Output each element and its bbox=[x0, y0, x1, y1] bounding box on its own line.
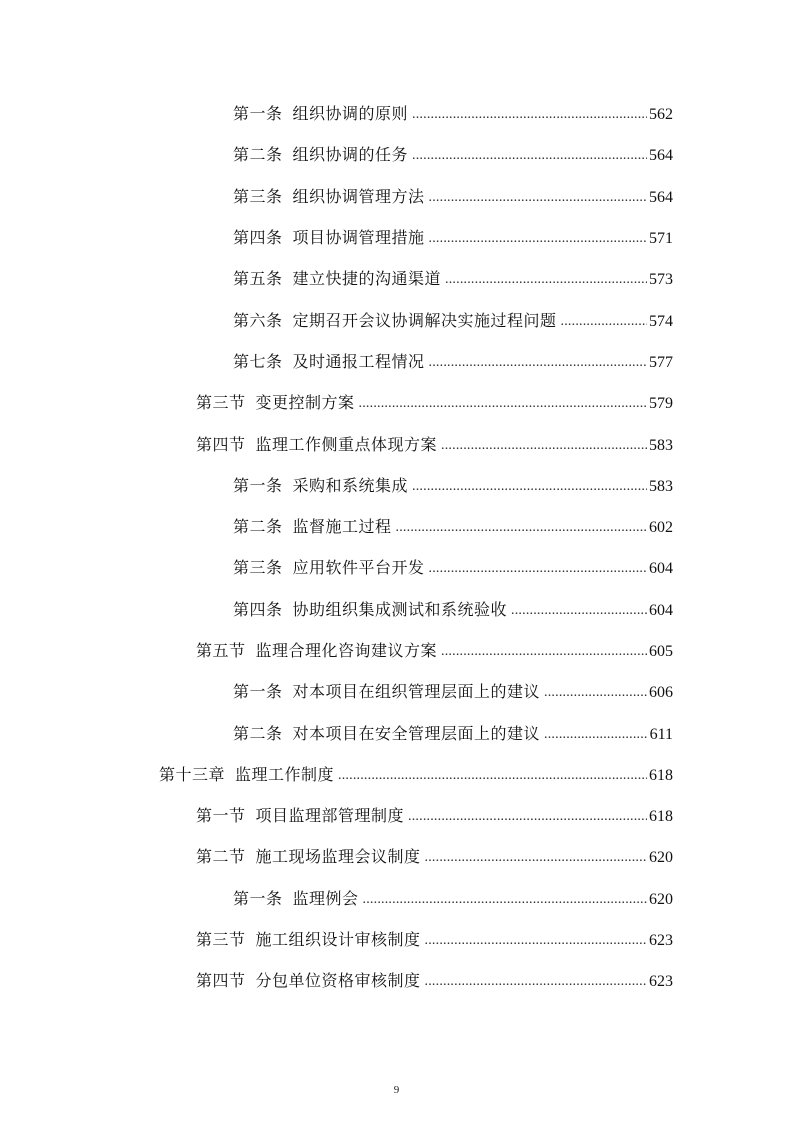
toc-entry[interactable] bbox=[0, 588, 793, 629]
toc-entry-page: 606 bbox=[649, 684, 673, 702]
toc-leader-dots bbox=[429, 561, 647, 577]
toc-entry-page: 577 bbox=[649, 353, 673, 371]
toc-entry[interactable] bbox=[0, 629, 793, 670]
toc-entry-number: 第五条 bbox=[233, 269, 283, 289]
toc-entry-page: 623 bbox=[649, 973, 673, 991]
toc-entry[interactable] bbox=[0, 133, 793, 174]
toc-entry-page: 602 bbox=[649, 519, 673, 537]
toc-entry-line bbox=[196, 927, 793, 950]
toc-entry-title: 对本项目在安全管理层面上的建议 bbox=[292, 723, 541, 743]
toc-leader-dots bbox=[396, 520, 647, 536]
toc-entry-line bbox=[233, 514, 793, 537]
toc-leader-dots bbox=[445, 272, 647, 288]
toc-leader-dots bbox=[425, 850, 647, 866]
toc-entry-line bbox=[196, 844, 793, 867]
toc-entry-title: 及时通报工程情况 bbox=[292, 351, 425, 371]
toc-leader-dots bbox=[412, 107, 647, 123]
toc-entry-page: 573 bbox=[649, 271, 673, 289]
toc-entry-number: 第一条 bbox=[233, 888, 283, 908]
toc-entry-line bbox=[196, 638, 793, 661]
toc-entry-title: 监督施工过程 bbox=[292, 517, 392, 537]
toc-entry-page: 583 bbox=[649, 477, 673, 495]
toc-entry-line bbox=[233, 308, 793, 331]
toc-entry-title: 组织协调的原则 bbox=[292, 104, 409, 124]
page-number: 9 bbox=[393, 1084, 400, 1096]
toc-entry-number: 第二节 bbox=[196, 847, 246, 867]
table-of-contents bbox=[0, 92, 793, 1001]
toc-entry-page: 583 bbox=[649, 436, 673, 454]
toc-entry-number: 第七条 bbox=[233, 351, 283, 371]
toc-leader-dots bbox=[429, 190, 647, 206]
toc-entry-line bbox=[233, 555, 793, 578]
toc-entry-title: 监理例会 bbox=[292, 888, 359, 908]
toc-leader-dots bbox=[408, 809, 647, 825]
toc-leader-dots bbox=[544, 727, 648, 743]
toc-entry-line bbox=[233, 597, 793, 620]
toc-entry-page: 604 bbox=[649, 560, 673, 578]
toc-entry-title: 项目协调管理措施 bbox=[292, 228, 425, 248]
toc-entry-page: 571 bbox=[649, 230, 673, 248]
toc-entry-line bbox=[233, 266, 793, 289]
toc-entry-number: 第一条 bbox=[233, 104, 283, 124]
toc-leader-dots bbox=[429, 355, 647, 371]
toc-entry[interactable] bbox=[0, 92, 793, 133]
toc-entry-number: 第二条 bbox=[233, 145, 283, 165]
toc-entry-title: 组织协调的任务 bbox=[292, 145, 409, 165]
toc-entry-page: 623 bbox=[649, 932, 673, 950]
toc-entry-number: 第一节 bbox=[196, 806, 246, 826]
toc-entry-page: 618 bbox=[649, 766, 673, 784]
toc-entry[interactable] bbox=[0, 340, 793, 381]
toc-entry-line bbox=[196, 390, 793, 413]
toc-entry-line bbox=[233, 473, 793, 496]
toc-leader-dots bbox=[363, 892, 647, 908]
toc-entry-title: 变更控制方案 bbox=[255, 393, 355, 413]
toc-entry-title: 监理工作制度 bbox=[235, 764, 335, 784]
toc-entry-title: 建立快捷的沟通渠道 bbox=[292, 269, 442, 289]
toc-entry-title: 采购和系统集成 bbox=[292, 475, 409, 495]
toc-entry[interactable] bbox=[0, 835, 793, 876]
toc-leader-dots bbox=[429, 231, 647, 247]
toc-entry-page: 620 bbox=[649, 849, 673, 867]
toc-entry-line bbox=[233, 721, 793, 744]
toc-entry-number: 第四条 bbox=[233, 599, 283, 619]
toc-leader-dots bbox=[441, 644, 647, 660]
toc-entry-number: 第一条 bbox=[233, 475, 283, 495]
toc-entry-page: 564 bbox=[649, 188, 673, 206]
toc-entry[interactable] bbox=[0, 216, 793, 257]
toc-entry-line bbox=[233, 349, 793, 372]
toc-entry-number: 第三条 bbox=[233, 186, 283, 206]
toc-entry[interactable] bbox=[0, 381, 793, 422]
toc-entry-page: 562 bbox=[649, 106, 673, 124]
toc-entry-number: 第二条 bbox=[233, 517, 283, 537]
toc-entry-number: 第六条 bbox=[233, 310, 283, 330]
toc-leader-dots bbox=[544, 685, 647, 701]
toc-leader-dots bbox=[359, 396, 647, 412]
toc-entry-number: 第十三章 bbox=[159, 764, 226, 784]
toc-entry-line bbox=[233, 886, 793, 909]
toc-entry-title: 定期召开会议协调解决实施过程问题 bbox=[292, 310, 557, 330]
toc-entry-number: 第三条 bbox=[233, 558, 283, 578]
toc-leader-dots bbox=[425, 974, 647, 990]
toc-entry-title: 组织协调管理方法 bbox=[292, 186, 425, 206]
toc-entry-title: 分包单位资格审核制度 bbox=[255, 971, 421, 991]
toc-entry-line bbox=[233, 142, 793, 165]
toc-entry-number: 第五节 bbox=[196, 641, 246, 660]
toc-leader-dots bbox=[412, 148, 647, 164]
toc-entry[interactable] bbox=[0, 959, 793, 1000]
toc-entry[interactable] bbox=[0, 505, 793, 546]
toc-entry-number: 第二条 bbox=[233, 723, 283, 743]
toc-entry-page: 620 bbox=[649, 890, 673, 908]
toc-entry[interactable] bbox=[0, 257, 793, 298]
toc-entry-line bbox=[233, 101, 793, 124]
toc-entry-page: 604 bbox=[649, 601, 673, 619]
toc-entry[interactable] bbox=[0, 464, 793, 505]
toc-entry-number: 第三节 bbox=[196, 393, 246, 413]
toc-entry-line bbox=[159, 762, 793, 785]
toc-entry-number: 第四节 bbox=[196, 971, 246, 991]
toc-entry-page: 564 bbox=[649, 147, 673, 165]
toc-entry-title: 监理工作侧重点体现方案 bbox=[255, 434, 438, 454]
toc-entry[interactable] bbox=[0, 546, 793, 587]
toc-entry-title: 施工现场监理会议制度 bbox=[255, 847, 421, 867]
toc-entry[interactable] bbox=[0, 422, 793, 463]
toc-entry-title: 对本项目在组织管理层面上的建议 bbox=[292, 682, 541, 702]
toc-entry[interactable] bbox=[0, 711, 793, 752]
toc-entry-page: 611 bbox=[649, 725, 673, 743]
toc-entry[interactable] bbox=[0, 794, 793, 835]
toc-entry-page: 579 bbox=[649, 395, 673, 413]
toc-leader-dots bbox=[338, 768, 647, 784]
toc-entry[interactable] bbox=[0, 670, 793, 711]
toc-entry-line bbox=[233, 679, 793, 702]
toc-entry-number: 第四节 bbox=[196, 434, 246, 454]
toc-entry[interactable] bbox=[0, 175, 793, 216]
toc-entry-page: 574 bbox=[649, 312, 673, 330]
toc-entry-title: 协助组织集成测试和系统验收 bbox=[292, 599, 508, 619]
toc-leader-dots bbox=[412, 479, 647, 495]
toc-entry-line bbox=[233, 184, 793, 207]
toc-leader-dots bbox=[511, 603, 647, 619]
toc-entry-title: 施工组织设计审核制度 bbox=[255, 930, 421, 950]
toc-entry-page: 605 bbox=[649, 643, 673, 660]
toc-entry-number: 第一条 bbox=[233, 682, 283, 702]
toc-entry-number: 第四条 bbox=[233, 228, 283, 248]
toc-entry-title: 项目监理部管理制度 bbox=[255, 806, 405, 826]
toc-entry-title: 监理合理化咨询建议方案 bbox=[255, 641, 438, 660]
toc-entry[interactable] bbox=[0, 877, 793, 918]
toc-entry-line bbox=[196, 432, 793, 455]
toc-entry-number: 第三节 bbox=[196, 930, 246, 950]
toc-entry-line bbox=[196, 803, 793, 826]
toc-leader-dots bbox=[425, 933, 647, 949]
toc-entry-line bbox=[196, 968, 793, 991]
toc-entry[interactable] bbox=[0, 753, 793, 794]
toc-leader-dots bbox=[561, 314, 647, 330]
toc-leader-dots bbox=[441, 438, 647, 454]
toc-entry[interactable] bbox=[0, 918, 793, 959]
toc-entry-title: 应用软件平台开发 bbox=[292, 558, 425, 578]
toc-entry-page: 618 bbox=[649, 808, 673, 826]
toc-entry-line bbox=[233, 225, 793, 248]
toc-entry[interactable] bbox=[0, 298, 793, 339]
